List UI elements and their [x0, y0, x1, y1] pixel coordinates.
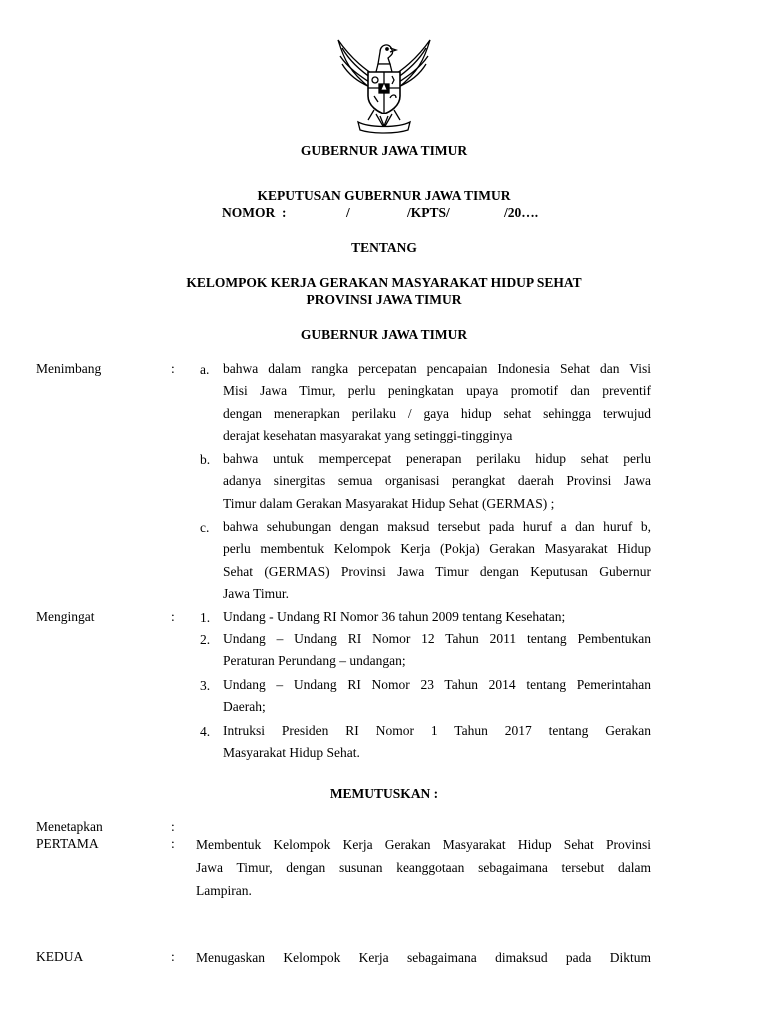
mengingat-item-2	[223, 628, 651, 673]
nomor-year: /20….	[504, 205, 539, 220]
text-line: Intruksi Presiden RI Nomor 1 Tahun 2017 tentang Gerakan	[223, 723, 651, 738]
mengingat-colon: :	[171, 609, 175, 624]
menimbang-item-a	[223, 358, 651, 447]
kedua-text	[196, 946, 651, 969]
text-line: Undang – Undang RI Nomor 23 Tahun 2014 tentang Pemerintahan	[223, 677, 651, 692]
text-line: derajat kesehatan masyarakat yang setinggi-tingginya	[223, 427, 513, 443]
mengingat-marker-4: 4.	[200, 724, 211, 739]
text-line: Masyarakat Hidup Sehat.	[223, 745, 360, 761]
text-line: Jawa Timur, dengan susunan keanggotaan sebagaimana tersebut dalam	[196, 860, 651, 875]
decree-number	[222, 205, 552, 222]
text-line: Menugaskan Kelompok Kerja sebagaimana dimaksud pada Diktum	[196, 950, 651, 965]
subject-line-2: PROVINSI JAWA TIMUR	[306, 292, 462, 307]
text-line: Daerah;	[223, 699, 266, 715]
text-line: bahwa untuk mempercepat penerapan perilaku hidup sehat perlu	[223, 451, 651, 466]
issuer-repeat-heading: GUBERNUR JAWA TIMUR	[300, 327, 468, 342]
mengingat-label: Mengingat	[36, 609, 95, 624]
memutuskan-heading: MEMUTUSKAN :	[329, 786, 439, 801]
decree-title: KEPUTUSAN GUBERNUR JAWA TIMUR	[257, 188, 511, 203]
pertama-label: PERTAMA	[36, 836, 99, 851]
menimbang-label: Menimbang	[36, 361, 102, 376]
pertama-text	[196, 833, 651, 902]
subject-line-1: KELOMPOK KERJA GERAKAN MASYARAKAT HIDUP SEHAT	[186, 275, 582, 290]
text-line: Misi Jawa Timur, perlu peningkatan upaya promotif dan preventif	[223, 383, 651, 399]
text-line: Jawa Timur.	[223, 585, 290, 601]
text-line: Membentuk Kelompok Kerja Gerakan Masyarakat Hidup Sehat Provinsi	[196, 837, 651, 852]
kedua-label: KEDUA	[36, 949, 84, 964]
nomor-separator: /	[346, 205, 350, 220]
menimbang-item-b	[223, 448, 651, 515]
mengingat-marker-2: 2.	[200, 632, 211, 647]
menetapkan-label: Menetapkan	[36, 819, 103, 834]
text-line: bahwa dalam rangka percepatan pencapaian Indonesia Sehat dan Visi	[223, 361, 651, 376]
mengingat-item-4	[223, 720, 651, 765]
menimbang-item-c	[223, 516, 651, 605]
text-line: perlu membentuk Kelompok Kerja (Pokja) Gerakan Masyarakat Hidup	[223, 541, 651, 557]
mengingat-item-1	[223, 606, 651, 628]
garuda-emblem-icon	[330, 30, 438, 138]
nomor-label: NOMOR :	[222, 205, 287, 220]
text-line: Peraturan Perundang – undangan;	[223, 653, 406, 669]
text-line: Undang – Undang RI Nomor 12 Tahun 2011 tentang Pembentukan	[223, 631, 651, 646]
menetapkan-colon: :	[171, 819, 175, 834]
tentang-heading: TENTANG	[351, 240, 417, 255]
menimbang-marker-b: b.	[200, 452, 211, 467]
text-line: adanya sinergitas semua organisasi perangkat daerah Provinsi Jawa	[223, 473, 651, 489]
menimbang-marker-c: c.	[200, 520, 210, 535]
issuer-heading: GUBERNUR JAWA TIMUR	[300, 143, 468, 158]
mengingat-item-3	[223, 674, 651, 719]
text-line: Timur dalam Gerakan Masyarakat Hidup Sehat (GERMAS) ;	[223, 495, 555, 511]
text-line: dengan menerapkan perilaku / gaya hidup sehat sehingga terwujud	[223, 405, 651, 421]
mengingat-marker-1: 1.	[200, 610, 211, 625]
nomor-kpts: /KPTS/	[407, 205, 450, 220]
text-line: Undang - Undang RI Nomor 36 tahun 2009 tentang Kesehatan;	[223, 609, 566, 624]
text-line: bahwa sehubungan dengan maksud tersebut pada huruf a dan huruf b,	[223, 519, 651, 534]
menimbang-marker-a: a.	[200, 362, 210, 377]
text-line: Lampiran.	[196, 883, 252, 898]
text-line: Sehat (GERMAS) Provinsi Jawa Timur dengan Keputusan Gubernur	[223, 563, 651, 579]
menimbang-colon: :	[171, 361, 175, 376]
kedua-colon: :	[171, 949, 175, 964]
pertama-colon: :	[171, 836, 175, 851]
mengingat-marker-3: 3.	[200, 678, 211, 693]
